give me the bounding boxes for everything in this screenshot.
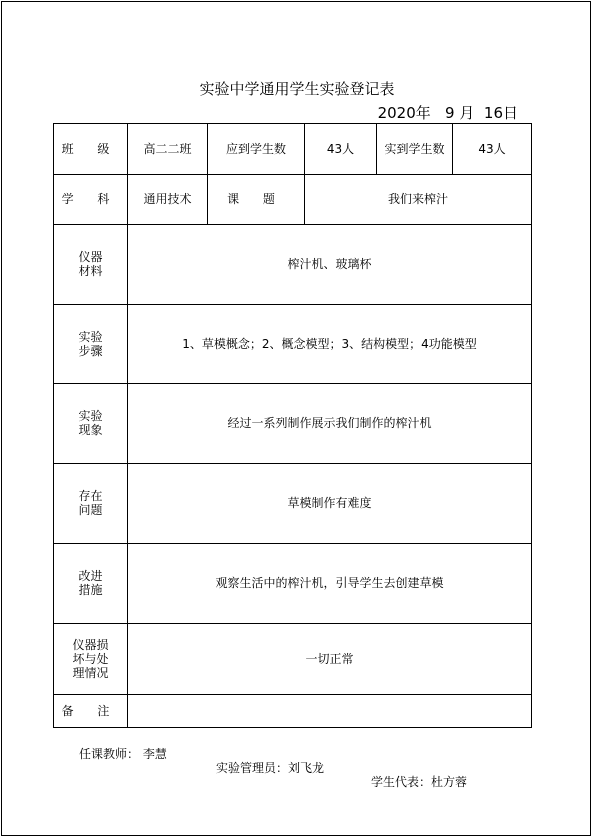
- expected-students-value: 43人: [305, 124, 377, 175]
- table-row-improvements: [54, 544, 532, 624]
- subject-label: 学 科: [54, 175, 128, 225]
- signature-footer: [79, 731, 468, 789]
- table-row-class: [54, 124, 532, 175]
- class-value: 高二二班: [128, 124, 208, 175]
- teacher-signature: 任课教师： 李慧: [79, 747, 167, 761]
- table-row-damage: [54, 624, 532, 695]
- remarks-value: [128, 695, 532, 728]
- form-date: 2020年 9 月 16日: [377, 104, 518, 122]
- improvements-value: 观察生活中的榨汁机，引导学生去创建草模: [128, 544, 532, 624]
- expected-students-label: 应到学生数: [208, 124, 305, 175]
- table-row-phenomena: [54, 384, 532, 464]
- actual-students-value: 43人: [453, 124, 532, 175]
- improvements-label: 改进措施: [54, 544, 128, 624]
- topic-label: 课 题: [208, 175, 305, 225]
- phenomena-label: 实验现象: [54, 384, 128, 464]
- subject-value: 通用技术: [128, 175, 208, 225]
- materials-label: 仪器材料: [54, 225, 128, 305]
- damage-label: 仪器损坏与处理情况: [54, 624, 128, 695]
- damage-value: 一切正常: [128, 624, 532, 695]
- problems-value: 草模制作有难度: [128, 464, 532, 544]
- form-title: 实验中学通用学生实验登记表: [199, 80, 395, 98]
- table-row-remarks: [54, 695, 532, 728]
- actual-students-label: 实到学生数: [377, 124, 453, 175]
- table-row-subject: [54, 175, 532, 225]
- remarks-label: 备 注: [54, 695, 128, 728]
- student-representative-signature: 学生代表：杜方蓉: [371, 775, 468, 789]
- materials-value: 榨汁机、玻璃杯: [128, 225, 532, 305]
- phenomena-value: 经过一系列制作展示我们制作的榨汁机: [128, 384, 532, 464]
- steps-label: 实验步骤: [54, 305, 128, 384]
- table-row-materials: [54, 225, 532, 305]
- class-label: 班 级: [54, 124, 128, 175]
- table-row-steps: [54, 305, 532, 384]
- registration-table: [53, 123, 532, 728]
- lab-manager-signature: 实验管理员：刘飞龙: [216, 761, 325, 775]
- topic-value: 我们来榨汁: [305, 175, 532, 225]
- steps-value: 1、草模概念；2、概念模型；3、结构模型；4功能模型: [128, 305, 532, 384]
- table-row-problems: [54, 464, 532, 544]
- problems-label: 存在问题: [54, 464, 128, 544]
